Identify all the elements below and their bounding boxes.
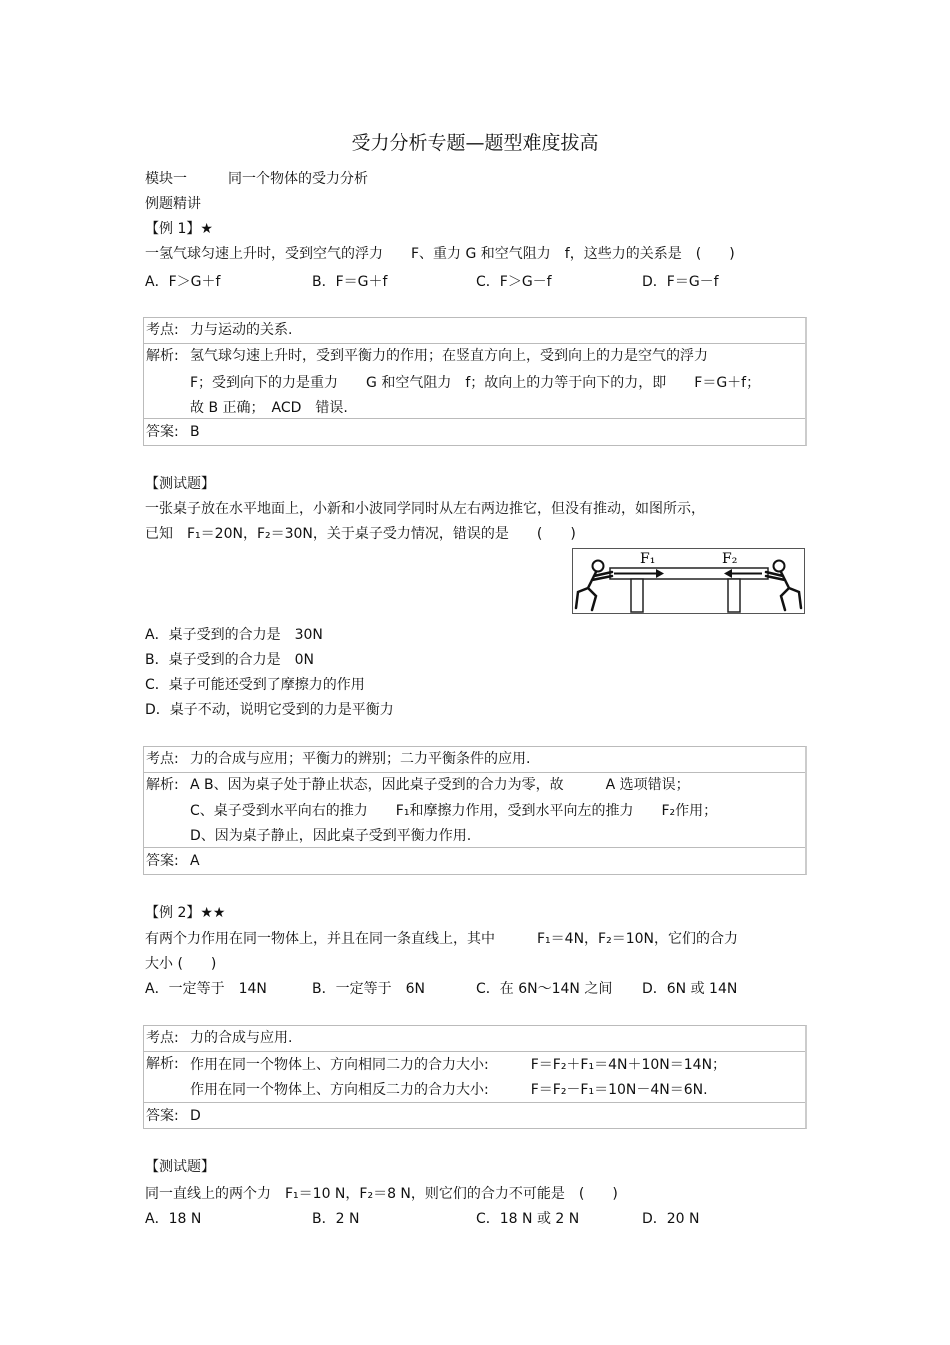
test-2-option-a: A．18 N (145, 1211, 202, 1227)
jiexi-label: 解析: (146, 348, 179, 364)
jiexi-label: 解析: (146, 777, 179, 793)
jiexi-row (144, 1052, 805, 1103)
jiexi-label: 解析: (146, 1056, 179, 1072)
example-2-option-d: D．6N 或 14N (642, 981, 738, 997)
kaodian-label: 考点: (146, 322, 179, 338)
test-2-option-c: C．18 N 或 2 N (476, 1211, 580, 1227)
daan-text: B (190, 424, 200, 440)
example-2-tag: 【例 2】★★ (145, 905, 226, 921)
test-1-option-b: B．桌子受到的合力是 0N (145, 652, 314, 668)
example-2-question-line-2: 大小 ( ) (145, 956, 217, 972)
daan-row (144, 419, 805, 445)
example-2-option-b: B．一定等于 6N (312, 981, 425, 997)
jiexi-row (144, 773, 805, 848)
kaodian-text: 力的合成与应用. (190, 1030, 293, 1046)
force-label-f1: F₁ (640, 551, 656, 567)
section-heading: 例题精讲 (145, 196, 201, 212)
test-2-question: 同一直线上的两个力 F₁＝10 N，F₂＝8 N，则它们的合力不可能是 ( ) (145, 1186, 618, 1202)
kaodian-text: 力的合成与应用；平衡力的辨别；二力平衡条件的应用. (190, 751, 531, 767)
jiexi-line: C、桌子受到水平向右的推力 F₁和摩擦力作用，受到水平向左的推力 F₂作用； (190, 803, 718, 819)
test-1-solution-box (143, 746, 807, 875)
jiexi-line: 作用在同一个物体上、方向相反二力的合力大小: F＝F₂－F₁＝10N－4N＝6N. (190, 1082, 708, 1098)
test-1-tag: 【测试题】 (145, 476, 215, 492)
example-2-solution-box (143, 1025, 807, 1129)
page-title: 受力分析专题—题型难度拔高 (351, 132, 599, 154)
kaodian-row (144, 747, 805, 773)
jiexi-line: D、因为桌子静止，因此桌子受到平衡力作用. (190, 828, 472, 844)
example-1-option-a: A．F＞G＋f (145, 274, 221, 290)
test-1-option-d: D．桌子不动，说明它受到的力是平衡力 (145, 702, 394, 718)
table-push-figure (572, 548, 805, 614)
test-2-option-b: B．2 N (312, 1211, 360, 1227)
jiexi-line: 氢气球匀速上升时，受到平衡力的作用；在竖直方向上，受到向上的力是空气的浮力 (190, 348, 708, 364)
example-1-option-c: C．F＞G－f (476, 274, 552, 290)
jiexi-line: F；受到向下的力是重力 G 和空气阻力 f；故向上的力等于向下的力，即 F＝G＋f； (190, 375, 761, 391)
force-label-f2: F₂ (722, 551, 738, 567)
kaodian-text: 力与运动的关系. (190, 322, 293, 338)
daan-text: D (190, 1108, 201, 1124)
kaodian-row (144, 318, 805, 344)
daan-label: 答案: (146, 424, 179, 440)
example-1-tag: 【例 1】★ (145, 221, 213, 237)
jiexi-line: A B、因为桌子处于静止状态，因此桌子受到的合力为零，故 A 选项错误； (190, 777, 690, 793)
jiexi-line: 故 B 正确； ACD 错误. (190, 400, 348, 416)
example-1-option-d: D．F＝G－f (642, 274, 719, 290)
daan-label: 答案: (146, 853, 179, 869)
test-1-option-c: C．桌子可能还受到了摩擦力的作用 (145, 677, 365, 693)
test-1-question-line-2: 已知 F₁＝20N，F₂＝30N，关于桌子受力情况，错误的是 ( ) (145, 526, 576, 542)
example-1-question: 一氢气球匀速上升时，受到空气的浮力 F、重力 G 和空气阻力 f，这些力的关系是 ( ) (145, 246, 735, 262)
example-1-solution-box (143, 317, 807, 446)
daan-text: A (190, 853, 200, 869)
test-2-option-d: D．20 N (642, 1211, 700, 1227)
jiexi-row (144, 344, 805, 419)
daan-row (144, 848, 805, 874)
example-2-option-c: C．在 6N～14N 之间 (476, 981, 613, 997)
test-1-option-a: A．桌子受到的合力是 30N (145, 627, 323, 643)
example-2-option-a: A．一定等于 14N (145, 981, 267, 997)
test-1-question-line-1: 一张桌子放在水平地面上，小新和小波同学同时从左右两边推它，但没有推动，如图所示， (145, 501, 705, 517)
example-1-option-b: B．F＝G＋f (312, 274, 388, 290)
kaodian-label: 考点: (146, 751, 179, 767)
daan-label: 答案: (146, 1108, 179, 1124)
daan-row (144, 1103, 805, 1128)
kaodian-row (144, 1026, 805, 1052)
jiexi-line: 作用在同一个物体上、方向相同二力的合力大小: F＝F₂＋F₁＝4N＋10N＝14N； (190, 1057, 727, 1073)
test-2-tag: 【测试题】 (145, 1159, 215, 1175)
example-2-question-line-1: 有两个力作用在同一物体上，并且在同一条直线上，其中 F₁＝4N，F₂＝10N，它们的合力 (145, 931, 738, 947)
module-label: 模块一 (145, 171, 187, 187)
module-name: 同一个物体的受力分析 (228, 171, 368, 187)
kaodian-label: 考点: (146, 1030, 179, 1046)
